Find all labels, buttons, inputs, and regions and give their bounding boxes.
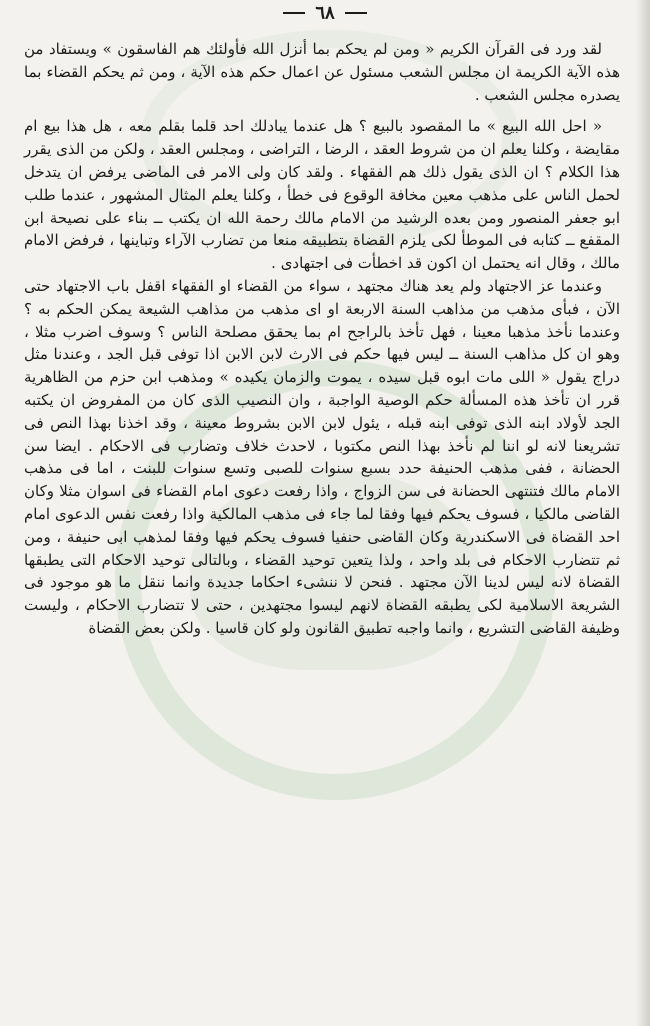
- page-number: [0, 2, 650, 24]
- page-number-dash-right: [345, 12, 367, 14]
- page-number-dash-left: [283, 12, 305, 14]
- paragraph-sale-definition: « احل الله البيع » ما المقصود بالبيع ؟ هل عندما يبادلك احد قلما بقلم معه ، هل هذا بيع ام مقايضة ، وكلنا يعلم ان من شروط العقد ، الرضا ، التراضى ، ومجلس العقد ، ولكن من الذى يقرر هذا الكلام ؟ ان الذى يقول ذلك هم الفقهاء . ولقد كان ولى الامر فى الماضى يرفض ان يتدخل لحمل الناس على مذهب معين مخافة الوقوع فى خطأ ، وكلنا يعلم المثال المشهور ، عندما طلب ابو جعفر المنصور ومن بعده الرشيد من الامام مالك رحمة الله ان يكتب ــ بناء على نصيحة ابن المقفع ــ كتابه فى الموطأ لكى يلزم القضاة بتطبيقه منعا من تضارب الآراء وتباينها ، فرفض الامام مالك ، وقال انه يحتمل ان اكون قد اخطأت فى اجتهادى .: [24, 117, 620, 273]
- paragraph-quran-verse: لقد ورد فى القرآن الكريم « ومن لم يحكم بما أنزل الله فأولئك هم الفاسقون » ويستفاد من هذه الآية الكريمة ان مجلس الشعب مسئول عن اعمال حكم هذه الآية ، ومن ثم يحكم القضاء بما يصدره مجلس الشعب .: [24, 40, 620, 104]
- scan-edge-shadow: [636, 0, 650, 1026]
- body-text: [24, 38, 620, 640]
- page-number-value: ٦٨: [315, 2, 335, 24]
- paragraph-ijtihad: وعندما عز الاجتهاد ولم يعد هناك مجتهد ، سواء من القضاء او الفقهاء اقفل باب الاجتهاد حتى الآن ، فبأى مذهب من مذاهب السنة الاربعة او اى مذهب من مذاهب الشيعة يمكن الحكم به ؟ وعندما نأخذ مذهبا معينا ، فهل تأخذ بالراجح ام بما يحقق مصلحة الناس ؟ وسوف اضرب مثلا ، وهو ان كل مذاهب السنة ــ ليس فيها حكم فى الارث لابن الابن اذا توفى قبل الجد ، وعندنا مثل دراج يقول « اللى مات ابوه قبل سيده ، يموت والزمان يكيده » ومذهب ابن حزم من الظاهرية قرر ان تأخذ هذه المسألة حكم الوصية الواجبة ، وان النصيب الذى كان من المفروض ان يكتبه الجد لأولاد ابنه الذى توفى ابنه قبله ، يئول لابن الابن بشروط معينة ، وقد اخذنا بهذا النص فى تشريعنا لانه لو اننا لم نأخذ بهذا النص مكتوبا ، لاحدث خلاف وتضارب فى الاحكام . ايضا سن الحضانة ، ففى مذهب الحنيفة حدد بسبع سنوات للصبى وتسع سنوات للبنت ، اما فى مذهب الامام مالك فتنتهى الحضانة فى سن الزواج ، واذا رفعت دعوى امام القضاء فى اسوان مثلا وكان القاضى مالكيا ، فسوف يحكم فيها وفقا لما جاء فى مذهب المالكية واذا رفعت نفس الدعوى امام احد القضاة فى الاسكندرية وكان القاضى حنفيا فسوف يحكم فيها وفقا لمذهب ابى حنيفة ، ومن ثم تتضارب الاحكام فى بلد واحد ، ولذا يتعين توحيد القضاء ، وبالتالى توحيد الاحكام التى يطبقها القضاة لانه ليس لدينا الآن مجتهد . فنحن لا ننشىء احكاما جديدة وانما ننقل ما هو موجود فى الشريعة الاسلامية لكى يطبقه القضاة لانهم ليسوا مجتهدين ، حتى لا تتضارب الاحكام ، وليست وظيفة القاضى التشريع ، وانما واجبه تطبيق القانون ولو كان قاسيا . ولكن بعض القضاة: [24, 276, 620, 637]
